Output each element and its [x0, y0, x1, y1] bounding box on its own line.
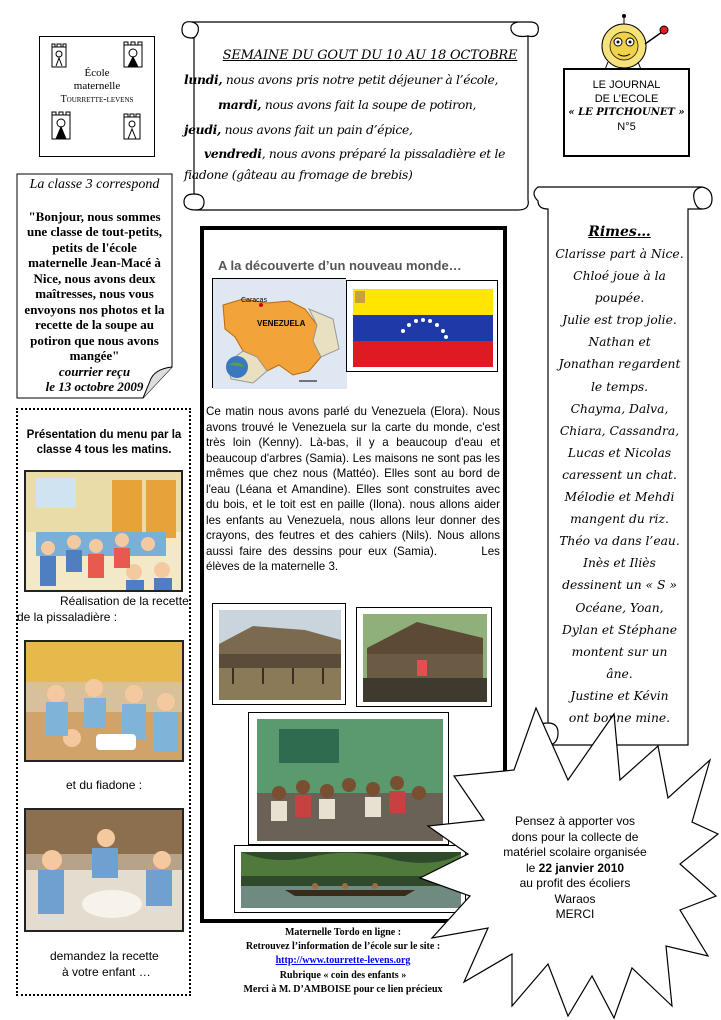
burst-line1: Pensez à apporter vos	[514, 814, 636, 828]
burst-line4-pre: le	[525, 860, 539, 875]
text-mardi: nous avons fait la soupe de potiron,	[261, 98, 477, 112]
footer	[208, 926, 478, 997]
classe3-title: La classe 3 correspond	[29, 177, 160, 192]
rimes-line: montent sur un	[571, 644, 668, 659]
burst-date: 22 janvier 2010	[538, 860, 625, 875]
week-scroll	[178, 12, 540, 214]
classe3-received: courrier reçu	[58, 363, 131, 379]
classe3-note	[16, 173, 173, 399]
caption-recipe-2: à votre enfant …	[62, 965, 151, 979]
rimes-line: Chloé joue à la	[573, 269, 666, 284]
day-lundi: lundi,	[184, 72, 223, 87]
logo-line-ecole: École	[84, 67, 110, 79]
venezuela-flag	[346, 280, 498, 372]
journal-line2: DE L’ECOLE	[594, 93, 659, 105]
caption-pissaladiere-2: de la pissaladière :	[17, 610, 118, 624]
caption-recipe-1: demandez la recette	[50, 949, 159, 963]
rimes-line: Clarisse part à Nice.	[555, 247, 684, 261]
week-line-jeudi	[184, 122, 413, 137]
footer-site-link[interactable]: http://www.tourrette-levens.org	[275, 955, 411, 967]
journal-number: N°5	[617, 121, 636, 133]
rimes-line: poupée.	[594, 291, 645, 306]
journal-line1: LE JOURNAL	[592, 79, 661, 91]
week-line-mardi	[218, 97, 476, 112]
footer-line2: Retrouvez l’information de l’école sur le site :	[245, 941, 441, 953]
rimes-text	[538, 221, 701, 729]
rimes-line: Dylan et Stéphane	[562, 622, 677, 637]
burst-line3: matériel scolaire organisée	[503, 845, 647, 859]
rimes-scroll	[526, 183, 716, 748]
journal-name: « LE PITCHOUNET »	[568, 107, 685, 118]
week-line-lundi	[184, 72, 498, 87]
week-line-vendredi	[204, 146, 505, 161]
article-text	[206, 404, 500, 575]
scroll-frame-icon	[178, 12, 540, 214]
cooking-scene-icon	[26, 642, 184, 762]
rimes-line: dessinent un « S »	[562, 578, 677, 593]
text-vendredi: , nous avons préparé la pissaladière et le	[261, 147, 506, 161]
rimes-line: Nathan et	[588, 335, 651, 350]
fiadone-photo	[24, 808, 184, 932]
rimes-line: Mélodie et Mehdi	[564, 490, 675, 505]
rimes-line: Jonathan regardent	[558, 357, 681, 372]
rimes-line: Lucas et Nicolas	[567, 445, 672, 460]
rimes-line: Julie est trop jolie.	[562, 313, 677, 328]
burst-line2: dons pour la collecte de	[511, 829, 639, 844]
rimes-line: mangent du riz.	[570, 512, 669, 527]
burst-line6: Waraos	[554, 891, 596, 906]
cymbal-character-icon	[590, 14, 680, 76]
caption-fiadone: et du fiadone :	[66, 778, 143, 792]
day-mardi: mardi,	[218, 97, 262, 112]
rimes-line: ont bonne mine.	[568, 710, 671, 725]
stilt-house-photo-2	[356, 607, 492, 707]
map-shape-icon	[213, 279, 347, 389]
text-lundi: nous avons pris notre petit déjeuner à l’école,	[222, 73, 499, 87]
stilt-house-icon	[213, 604, 347, 706]
stilt-house-icon-2	[357, 608, 493, 708]
footer-line1: Maternelle Tordo en ligne :	[284, 927, 402, 938]
stilt-house-photo-1	[212, 603, 346, 705]
day-vendredi: vendredi	[204, 146, 262, 161]
week-line-fiadone: fiadone (gâteau au fromage de brebis)	[184, 168, 413, 182]
rimes-line: Chiara, Cassandra,	[559, 423, 680, 438]
rimes-line: le temps.	[590, 379, 649, 394]
classe3-date: le 13 octobre 2009	[45, 379, 144, 394]
burst-line5: au profit des écoliers	[519, 876, 631, 890]
text-jeudi: nous avons fait un pain d’épice,	[220, 123, 413, 137]
classe3-message: "Bonjour, nous sommes une classe de tout-petits, petits de l'école maternelle Jean-Macé à Nice, nous avons deux maîtresses, nous vous envoyons nos photos et la recette de la soupe au potiron que nous avons mangée"	[24, 208, 165, 363]
flag-icon	[347, 281, 499, 373]
rimes-line: Théo va dans l’eau.	[559, 534, 680, 549]
rimes-line: Chayma, Dalva,	[570, 401, 669, 416]
classroom-scene-icon	[26, 472, 183, 592]
article-signature: Les élèves de la maternelle 3.	[206, 544, 500, 573]
menu-title: Présentation du menu par la classe 4 tous les matins.	[26, 429, 182, 456]
footer-line3: Rubrique « coin des enfants »	[279, 969, 407, 981]
burst-line7: MERCI	[555, 907, 595, 921]
venezuela-map	[212, 278, 346, 388]
map-city: Caracas	[241, 297, 268, 304]
caption-pissaladiere-1: Réalisation de la recette	[60, 594, 189, 608]
rimes-line: Inès et Iliès	[583, 556, 656, 571]
week-title: SEMAINE DU GOUT DU 10 AU 18 OCTOBRE	[222, 48, 518, 63]
map-label: VENEZUELA	[257, 319, 306, 328]
logo-line-town: Tourrette-levens	[60, 94, 134, 105]
day-jeudi: jeudi,	[184, 122, 221, 137]
baking-scene-icon	[26, 810, 184, 932]
pissaladiere-photo	[24, 640, 184, 762]
classroom-photo	[24, 470, 183, 592]
rimes-line: Justine et Kévin	[570, 688, 669, 703]
article-body: Ce matin nous avons parlé du Venezuela (Elora). Nous avons trouvé le Venezuela sur la carte du monde, c'est très loin (Kenny). Là-bas, il y a beaucoup d'eau et beaucoup d'arbres (Samia). Les maisons ne sont pas les mêmes que chez nous (Mattéo). Elles sont au bord de l'eau (Léana et Amandine). Elles sont construites avec du bois, et le toit est en paille (Ilona). nous allons aider les enfants au Venezuela, nous allons leur donner des crayons, des feutres et des cahiers (Nils). Nous allons aussi faire des dessins pour eux (Samia).	[206, 405, 500, 558]
journal-header-box	[563, 68, 690, 157]
burst-line4	[490, 861, 660, 877]
rimes-line: Océane, Yoan,	[575, 600, 664, 615]
article-title: A la découverte d’un nouveau monde…	[218, 258, 462, 273]
school-logo	[39, 36, 155, 157]
rimes-line: caressent un chat.	[562, 467, 677, 482]
rimes-title: Rimes…	[588, 224, 651, 240]
footer-line4: Merci à M. D’AMBOISE pour ce lien précieux	[243, 983, 443, 995]
logo-line-maternelle: maternelle	[73, 80, 121, 92]
rimes-line: âne.	[606, 666, 633, 681]
